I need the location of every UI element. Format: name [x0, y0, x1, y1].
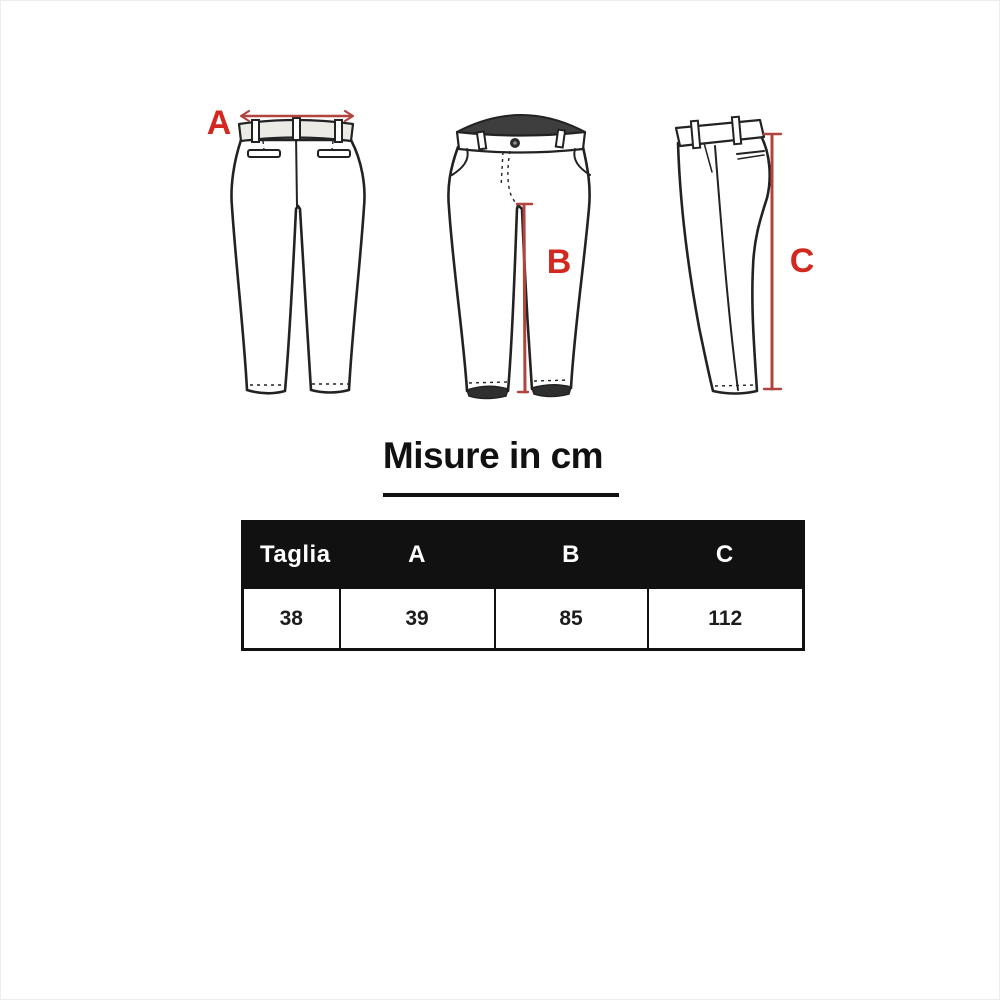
- pants-back-view: [207, 104, 365, 393]
- belt-loop: [252, 120, 259, 142]
- pants-front-view: [448, 115, 590, 399]
- title-underline: [383, 493, 619, 497]
- column-header-b: B: [495, 522, 648, 589]
- cell-c-value: 112: [648, 588, 804, 650]
- back-center-seam: [296, 134, 297, 206]
- waist-button-center: [513, 141, 517, 145]
- pants-side-view: [676, 117, 814, 394]
- back-legs-outline: [231, 140, 364, 393]
- column-header-a: A: [340, 522, 495, 589]
- size-table-row: [243, 588, 804, 650]
- measure-line-b: [524, 206, 525, 392]
- side-leg-outline: [678, 136, 770, 394]
- belt-loop: [732, 117, 741, 145]
- page-title: Misure in cm: [382, 435, 604, 476]
- belt-loop: [691, 121, 700, 149]
- back-welt-pocket: [318, 150, 350, 157]
- belt-loop: [293, 118, 300, 140]
- size-table: [241, 520, 805, 651]
- column-header-c: C: [648, 522, 804, 589]
- pants-diagram: [1, 1, 1000, 431]
- hem-opening-dark: [532, 385, 571, 397]
- cell-b-value: 85: [495, 588, 648, 650]
- belt-loop: [335, 120, 342, 142]
- column-header-taglia: Taglia: [243, 522, 340, 589]
- belt-loop: [556, 130, 565, 148]
- measure-label-a: A: [206, 104, 232, 142]
- cell-a-value: 39: [340, 588, 495, 650]
- size-table-header-row: [243, 522, 804, 589]
- cell-taglia-value: 38: [243, 588, 340, 650]
- measure-label-c: C: [789, 242, 815, 280]
- back-welt-pocket: [248, 150, 280, 157]
- hem-opening-dark: [467, 386, 508, 398]
- belt-loop: [477, 132, 486, 150]
- front-waistband: [457, 132, 585, 153]
- measure-label-b: B: [546, 243, 572, 281]
